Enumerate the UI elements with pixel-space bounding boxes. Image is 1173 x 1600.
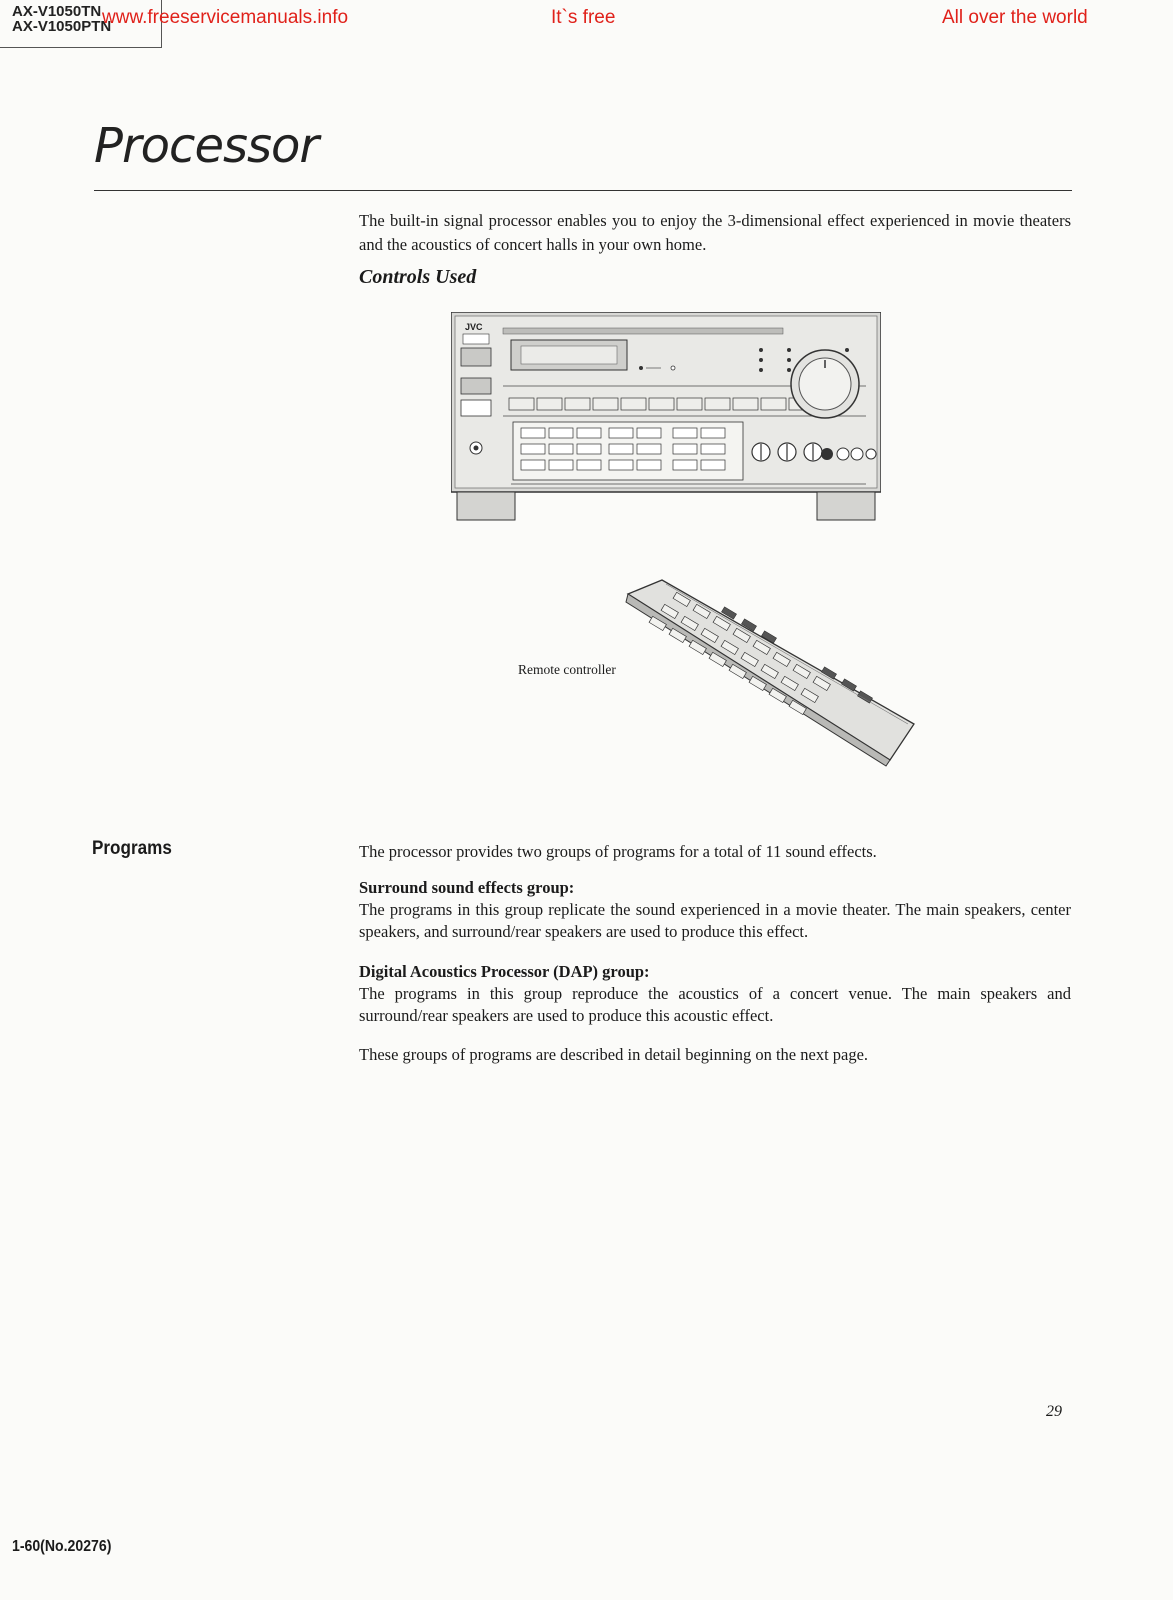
title-divider: [94, 190, 1072, 191]
banner-free-text: It`s free: [551, 7, 616, 28]
programs-closing: These groups of programs are described in detail beginning on the next page.: [359, 1045, 869, 1064]
remote-controller-illustration: [622, 574, 920, 770]
banner-site-link[interactable]: www.freeservicemanuals.info: [102, 7, 349, 28]
page-title: Processor: [94, 118, 319, 174]
surround-group-text: The programs in this group replicate the sound experienced in a movie theater. The main speakers, center speakers, and surround/rear speakers are used to produce this effect.: [359, 900, 1071, 941]
model-line-ptn: AX-V1050PTN: [12, 18, 112, 35]
receiver-illustration: [451, 312, 881, 524]
dap-group-heading: Digital Acoustics Processor (DAP) group:: [359, 962, 650, 981]
remote-caption: Remote controller: [518, 662, 616, 677]
page-number: 29: [1046, 1403, 1062, 1420]
footer-doc-code: 1-60(No.20276): [12, 1538, 112, 1555]
model-line-tn: AX-V1050TN: [12, 3, 102, 20]
programs-heading: Programs: [92, 838, 172, 859]
banner-world-text: All over the world: [942, 7, 1088, 28]
receiver-brand-label: JVC: [465, 322, 483, 332]
surround-group-heading: Surround sound effects group:: [359, 878, 575, 897]
dap-group-text: The programs in this group reproduce the acoustics of a concert venue. The main speakers and surround/rear speakers are used to produce this acoustic effect.: [359, 984, 1071, 1025]
intro-paragraph: The built-in signal processor enables you to enjoy the 3-dimensional effect experienced in movie theaters and the acoustics of concert halls in your own home.: [359, 211, 1071, 254]
programs-intro: The processor provides two groups of programs for a total of 11 sound effects.: [359, 842, 877, 861]
controls-used-heading: Controls Used: [359, 266, 477, 288]
